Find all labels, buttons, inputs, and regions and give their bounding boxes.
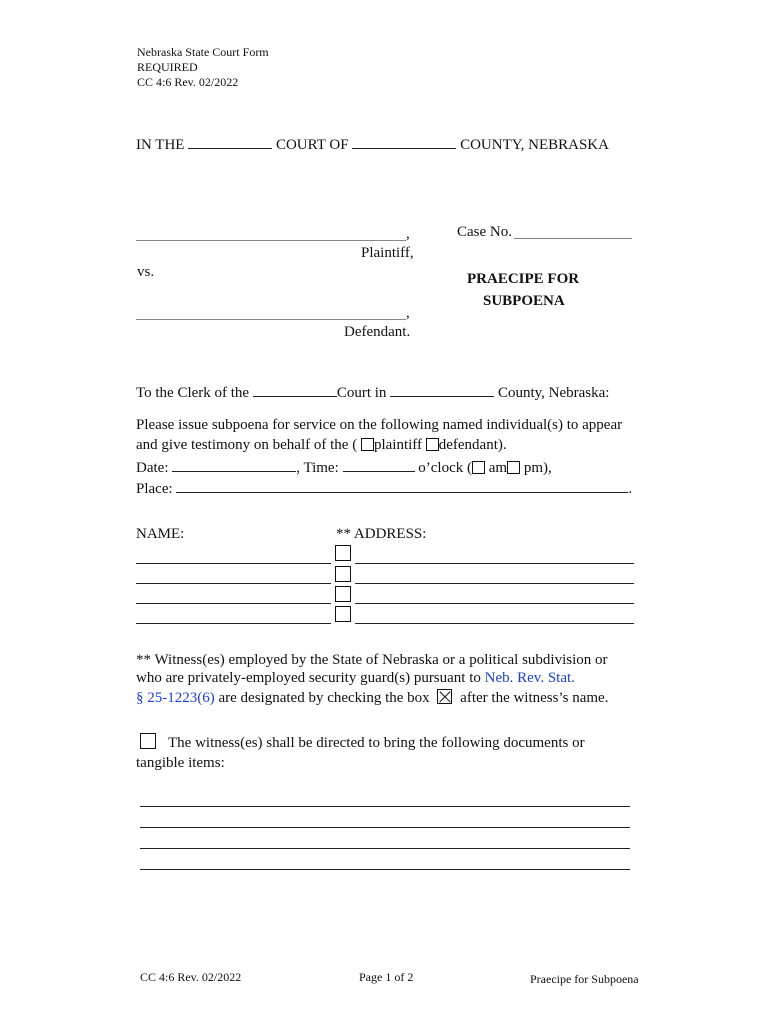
note-line2-text: who are privately-employed security guard(s) pursuant to: [136, 670, 481, 686]
witness-note-line3: [136, 689, 608, 707]
state-employee-checkbox[interactable]: [335, 545, 351, 561]
statute-link-part1[interactable]: Neb. Rev. Stat.: [484, 670, 575, 686]
to-clerk-text: To the Clerk of the: [136, 385, 250, 401]
am-label: am: [488, 460, 508, 476]
pm-label: pm),: [523, 460, 552, 476]
time-label: , Time:: [296, 460, 339, 476]
caption-court-of: COURT OF: [275, 137, 349, 153]
witness-address-field[interactable]: [355, 603, 634, 604]
defendant-comma: ,: [406, 305, 410, 321]
oclock-label: o’clock (: [418, 460, 472, 476]
statute-link-part2[interactable]: § 25-1223(6): [136, 690, 215, 706]
document-title-line1: PRAECIPE FOR: [467, 271, 580, 287]
address-column-header: ** ADDRESS:: [336, 526, 427, 542]
documents-text-line1: The witness(es) shall be directed to bring the following documents or: [168, 735, 585, 751]
county-field[interactable]: [352, 135, 456, 149]
am-checkbox[interactable]: [472, 461, 485, 474]
caption-in-the: IN THE: [136, 137, 185, 153]
footer-page-number: Page 1 of 2: [359, 970, 414, 984]
witness-note-line2: [136, 670, 575, 687]
witness-name-field[interactable]: [136, 623, 331, 624]
court-type-field[interactable]: [188, 135, 272, 149]
place-label: Place:: [136, 481, 173, 497]
behalf-prefix: and give testimony on behalf of the (: [136, 437, 358, 453]
witness-name-field[interactable]: [136, 603, 331, 604]
documents-blank-line[interactable]: [140, 827, 630, 828]
behalf-line: [136, 437, 507, 454]
county-nebraska-text: County, Nebraska:: [497, 385, 610, 401]
defendant-label: Defendant.: [344, 324, 411, 340]
state-employee-checkbox[interactable]: [335, 606, 351, 622]
witness-name-field[interactable]: [136, 563, 331, 564]
date-label: Date:: [136, 460, 169, 476]
state-employee-checkbox[interactable]: [335, 586, 351, 602]
witness-address-field[interactable]: [355, 583, 634, 584]
court-caption: [136, 135, 609, 154]
plaintiff-comma: ,: [406, 226, 410, 242]
documents-line1: [140, 733, 585, 752]
documents-blank-line[interactable]: [140, 869, 630, 870]
date-field[interactable]: [172, 458, 296, 472]
time-field[interactable]: [343, 458, 415, 472]
witness-note-line1: ** Witness(es) employed by the State of Nebraska or a political subdivision or: [136, 652, 608, 668]
place-end: .: [628, 481, 633, 497]
documents-line2: tangible items:: [136, 755, 225, 771]
documents-blank-line[interactable]: [140, 848, 630, 849]
form-name: Nebraska State Court Form: [137, 45, 269, 59]
witness-address-field[interactable]: [355, 563, 634, 564]
documents-blank-line[interactable]: [140, 806, 630, 807]
state-employee-checkbox[interactable]: [335, 566, 351, 582]
bring-documents-checkbox[interactable]: [140, 733, 156, 749]
plaintiff-option-label: plaintiff: [373, 437, 422, 453]
pm-checkbox[interactable]: [507, 461, 520, 474]
plaintiff-label: Plaintiff,: [361, 245, 414, 261]
witness-address-field[interactable]: [355, 623, 634, 624]
plaintiff-name-field[interactable]: [136, 240, 406, 241]
case-number-label: Case No.: [457, 224, 512, 240]
defendant-checkbox[interactable]: [426, 438, 439, 451]
checked-box-example-icon: [437, 689, 452, 704]
name-column-header: NAME:: [136, 526, 185, 542]
defendant-name-field[interactable]: [136, 319, 406, 320]
document-title-line2: SUBPOENA: [483, 293, 565, 309]
note-line3-end: after the witness’s name.: [460, 690, 609, 706]
clerk-line: [136, 383, 609, 402]
form-header: [137, 45, 269, 90]
footer-form-number: CC 4:6 Rev. 02/2022: [140, 970, 242, 984]
footer-title: Praecipe for Subpoena: [530, 972, 639, 986]
court-in-text: Court in: [336, 385, 387, 401]
defendant-option-label: defendant).: [438, 437, 507, 453]
form-number: CC 4:6 Rev. 02/2022: [137, 75, 239, 89]
case-number-field[interactable]: [514, 238, 632, 239]
clerk-county-field[interactable]: [390, 383, 494, 397]
plaintiff-checkbox[interactable]: [361, 438, 374, 451]
clerk-court-field[interactable]: [253, 383, 337, 397]
witness-name-field[interactable]: [136, 583, 331, 584]
place-line: [136, 479, 632, 498]
caption-county-state: COUNTY, NEBRASKA: [460, 137, 609, 153]
note-line3-text: are designated by checking the box: [218, 690, 430, 706]
versus-label: vs.: [137, 264, 155, 280]
date-time-line: [136, 458, 552, 477]
place-field[interactable]: [176, 479, 628, 493]
required-label: REQUIRED: [137, 60, 198, 74]
issue-instruction: Please issue subpoena for service on the following named individual(s) to appear: [136, 417, 623, 433]
